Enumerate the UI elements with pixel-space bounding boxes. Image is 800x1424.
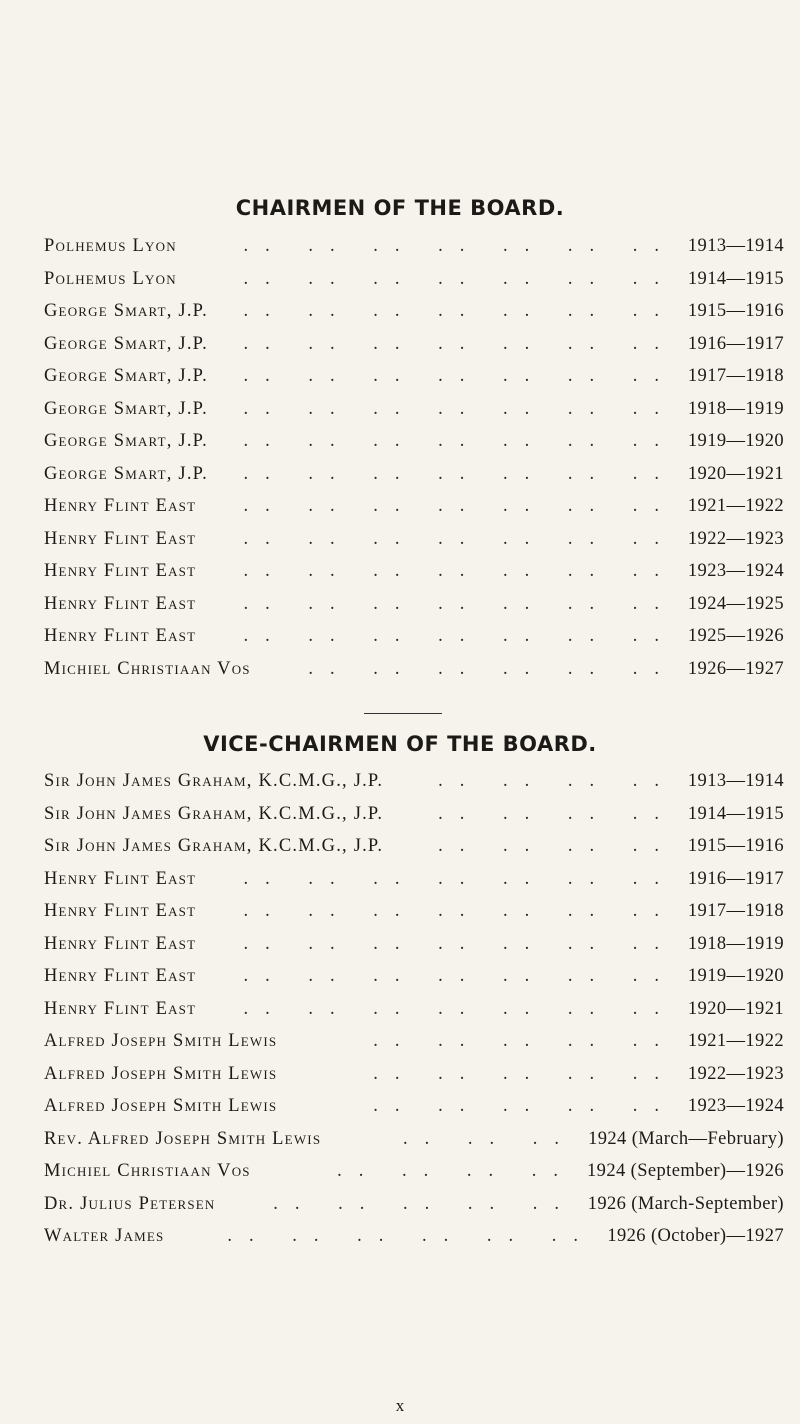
member-name: Henry Flint East [44,496,197,516]
chairmen-heading: CHAIRMEN OF THE BOARD. [235,196,565,220]
vice-chairmen-heading: VICE-CHAIRMEN OF THE BOARD. [203,732,597,756]
member-name: Michiel Christiaan Vos [44,658,251,679]
dot-leaders: .. .. .. [403,1128,576,1149]
table-row [44,269,784,302]
member-name: Walter James [44,1226,165,1246]
member-name: Henry Flint East [44,626,197,646]
table-row [44,1096,784,1129]
dot-leaders: .. .. .. .. .. .. .. [243,301,676,321]
table-row [44,901,784,934]
vice-chairmen-table [44,771,784,1259]
term-period: 1918—1919 [687,933,784,954]
term-period: 1913—1914 [687,771,784,791]
dot-leaders: .. .. .. .. .. .. .. [243,966,676,986]
member-name: Sir John James Graham, K.C.M.G., J.P. [44,803,384,824]
dot-leaders: .. .. .. .. .. [373,1031,676,1051]
member-name: Alfred Joseph Smith Lewis [44,1031,278,1051]
term-period: 1914—1915 [687,268,784,289]
table-row [44,999,784,1032]
member-name: George Smart, J.P. [44,398,208,419]
term-period: 1921—1922 [687,496,784,516]
member-name: Henry Flint East [44,966,197,986]
member-name: George Smart, J.P. [44,431,208,451]
term-period: 1921—1922 [687,1031,784,1051]
table-row [44,1161,784,1194]
term-period: 1917—1918 [687,366,784,386]
term-period: 1913—1914 [687,236,784,256]
dot-leaders: .. .. .. .. .. .. .. [243,398,676,419]
chairmen-table [44,236,784,691]
table-row [44,366,784,399]
dot-leaders: .. .. .. .. .. .. .. [243,626,676,646]
table-row [44,1129,784,1162]
dot-leaders: .. .. .. .. .. .. .. [243,901,676,921]
term-period: 1914—1915 [687,803,784,824]
term-period: 1915—1916 [687,836,784,856]
member-name: Michiel Christiaan Vos [44,1161,251,1181]
dot-leaders: .. .. .. .. .. .. .. [243,463,676,484]
table-row [44,869,784,902]
table-row [44,626,784,659]
member-name: George Smart, J.P. [44,366,208,386]
table-row [44,1226,784,1259]
member-name: George Smart, J.P. [44,301,208,321]
table-row [44,594,784,627]
table-row [44,301,784,334]
dot-leaders: .. .. .. .. .. .. [308,658,676,679]
table-row [44,934,784,967]
dot-leaders: .. .. .. .. [438,836,676,856]
dot-leaders: .. .. .. .. .. .. .. [243,593,676,614]
term-period: 1916—1917 [687,333,784,354]
table-row [44,496,784,529]
table-row [44,966,784,999]
member-name: Henry Flint East [44,868,197,889]
dot-leaders: .. .. .. .. .. .. .. [243,236,676,256]
member-name: Henry Flint East [44,561,197,581]
term-period: 1920—1921 [687,463,784,484]
term-period: 1916—1917 [687,868,784,889]
term-period: 1919—1920 [687,431,784,451]
term-period: 1923—1924 [687,561,784,581]
member-name: Henry Flint East [44,933,197,954]
table-row [44,529,784,562]
term-period: 1922—1923 [687,528,784,549]
dot-leaders: .. .. .. .. [337,1161,575,1181]
member-name: Rev. Alfred Joseph Smith Lewis [44,1128,322,1149]
table-row [44,1194,784,1227]
term-period: 1924—1925 [687,593,784,614]
member-name: Sir John James Graham, K.C.M.G., J.P. [44,836,384,856]
dot-leaders: .. .. .. .. .. [373,1096,676,1116]
member-name: George Smart, J.P. [44,463,208,484]
dot-leaders: .. .. .. .. .. [273,1193,576,1214]
page-number: x [395,1396,405,1415]
table-row [44,334,784,367]
term-period: 1926 (October)—1927 [607,1226,784,1246]
term-period: 1917—1918 [687,901,784,921]
member-name: Polhemus Lyon [44,236,177,256]
table-row [44,1064,784,1097]
dot-leaders: .. .. .. .. .. .. .. [243,333,676,354]
term-period: 1926 (March-September) [587,1193,784,1214]
member-name: Alfred Joseph Smith Lewis [44,1063,278,1084]
dot-leaders: .. .. .. .. .. .. .. [243,366,676,386]
term-period: 1920—1921 [687,998,784,1019]
section-divider [364,713,442,714]
member-name: Henry Flint East [44,528,197,549]
dot-leaders: .. .. .. .. .. .. .. [243,868,676,889]
dot-leaders: .. .. .. .. .. .. .. [243,528,676,549]
member-name: Alfred Joseph Smith Lewis [44,1096,278,1116]
table-row [44,399,784,432]
dot-leaders: .. .. .. .. .. .. .. [243,561,676,581]
member-name: George Smart, J.P. [44,333,208,354]
table-row [44,771,784,804]
dot-leaders: .. .. .. .. .. .. .. [243,998,676,1019]
term-period: 1923—1924 [687,1096,784,1116]
dot-leaders: .. .. .. .. .. .. .. [243,268,676,289]
term-period: 1926—1927 [687,658,784,679]
term-period: 1922—1923 [687,1063,784,1084]
dot-leaders: .. .. .. .. [438,803,676,824]
dot-leaders: .. .. .. .. .. .. .. [243,933,676,954]
dot-leaders: .. .. .. .. [438,771,676,791]
term-period: 1925—1926 [687,626,784,646]
member-name: Henry Flint East [44,901,197,921]
term-period: 1915—1916 [687,301,784,321]
table-row [44,836,784,869]
dot-leaders: .. .. .. .. .. [373,1063,676,1084]
term-period: 1924 (September)—1926 [587,1161,784,1181]
table-row [44,464,784,497]
table-row [44,431,784,464]
member-name: Polhemus Lyon [44,268,177,289]
table-row [44,1031,784,1064]
member-name: Sir John James Graham, K.C.M.G., J.P. [44,771,384,791]
dot-leaders: .. .. .. .. .. .. [227,1226,595,1246]
member-name: Henry Flint East [44,593,197,614]
term-period: 1918—1919 [687,398,784,419]
table-row [44,659,784,692]
dot-leaders: .. .. .. .. .. .. .. [243,496,676,516]
table-row [44,236,784,269]
table-row [44,561,784,594]
member-name: Henry Flint East [44,998,197,1019]
table-row [44,804,784,837]
term-period: 1924 (March—February) [588,1128,784,1149]
member-name: Dr. Julius Petersen [44,1193,216,1214]
term-period: 1919—1920 [687,966,784,986]
dot-leaders: .. .. .. .. .. .. .. [243,431,676,451]
